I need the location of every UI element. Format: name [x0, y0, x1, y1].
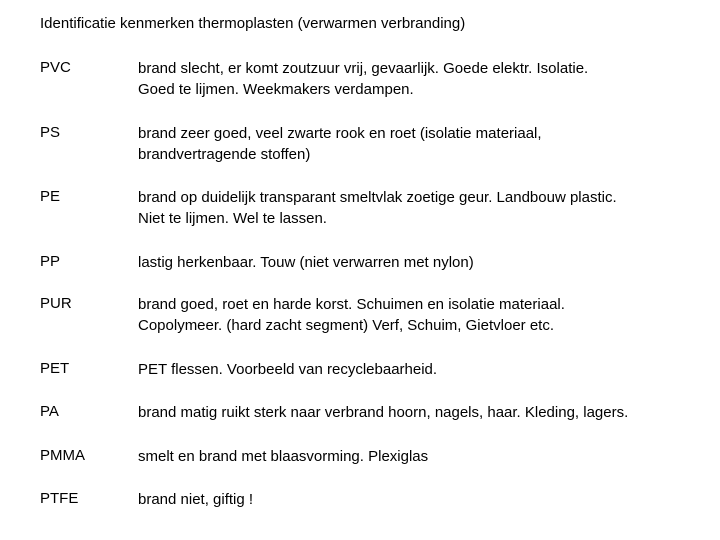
description-line: lastig herkenbaar. Touw (niet verwarren met nylon) [138, 254, 474, 271]
description-line: PET flessen. Voorbeeld van recyclebaarheid. [138, 361, 438, 378]
plastic-code: PP [40, 253, 61, 270]
plastic-code: PTFE [40, 490, 79, 507]
description-line: brand matig ruikt sterk naar verbrand hoorn, nagels, haar. Kleding, lagers. [138, 404, 629, 421]
plastic-code: PS [40, 124, 61, 141]
plastic-code: PE [40, 188, 61, 205]
plastic-code: PUR [40, 295, 72, 312]
plastic-description [138, 252, 708, 273]
description-line: brand niet, giftig ! [138, 491, 254, 508]
plastic-description [138, 446, 708, 467]
plastic-code: PA [40, 403, 59, 420]
description-line: brand op duidelijk transparant smeltvlak zoetige geur. Landbouw plastic. [138, 189, 617, 206]
page-title: Identificatie kenmerken thermoplasten (verwarmen verbranding) [40, 15, 466, 32]
plastic-description [138, 123, 708, 165]
plastic-description [138, 58, 708, 100]
plastic-description [138, 294, 708, 336]
description-line: smelt en brand met blaasvorming. Plexiglas [138, 448, 429, 465]
plastic-description [138, 402, 708, 423]
description-line: brand slecht, er komt zoutzuur vrij, gevaarlijk. Goede elektr. Isolatie. [138, 60, 589, 77]
plastic-description [138, 489, 708, 510]
plastic-code: PVC [40, 59, 71, 76]
plastic-code: PET [40, 360, 70, 377]
description-line: Copolymeer. (hard zacht segment) Verf, Schuim, Gietvloer etc. [138, 317, 555, 334]
description-line: brand zeer goed, veel zwarte rook en roet (isolatie materiaal, [138, 125, 542, 142]
description-line: Niet te lijmen. Wel te lassen. [138, 210, 327, 227]
description-line: Goed te lijmen. Weekmakers verdampen. [138, 81, 414, 98]
plastic-code: PMMA [40, 447, 85, 464]
plastic-description [138, 359, 708, 380]
plastic-description [138, 187, 708, 229]
description-line: brandvertragende stoffen) [138, 146, 311, 163]
description-line: brand goed, roet en harde korst. Schuimen en isolatie materiaal. [138, 296, 565, 313]
